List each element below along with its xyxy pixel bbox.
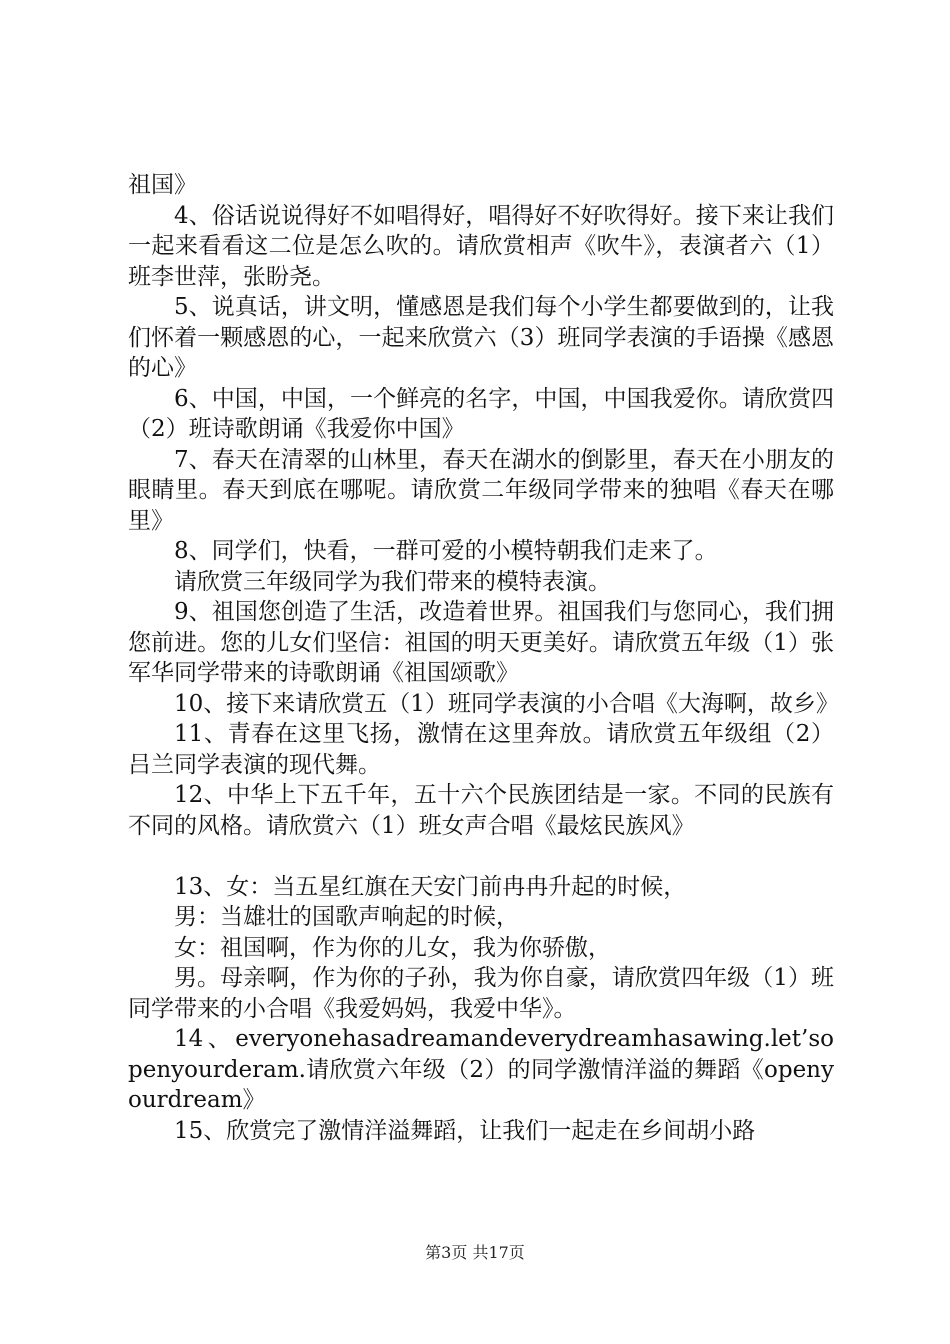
document-body	[128, 170, 839, 1146]
paragraph: 8、同学们，快看，一群可爱的小模特朝我们走来了。	[174, 538, 718, 564]
paragraph: 女：祖国啊，作为你的儿女，我为你骄傲，	[174, 934, 611, 961]
paragraph: 6、中国，中国，一个鲜亮的名字，中国，中国我爱你。请欣赏四（2）班诗歌朗诵《我爱你中国》	[128, 385, 834, 442]
paragraph: 14、everyonehasadreamandeverydreamhasawing.let’sopenyourderam.请欣赏六年级（2）的同学激情洋溢的舞蹈《openyourdream》	[128, 1026, 834, 1113]
paragraph: 10、接下来请欣赏五（1）班同学表演的小合唱《大海啊，故乡》	[174, 690, 839, 717]
paragraph: 男。母亲啊，作为你的子孙，我为你自豪，请欣赏四年级（1）班同学带来的小合唱《我爱妈妈，我爱中华》。	[128, 965, 834, 1022]
paragraph: 9、祖国您创造了生活，改造着世界。祖国我们与您同心，我们拥您前进。您的儿女们坚信：祖国的明天更美好。请欣赏五年级（1）张军华同学带来的诗歌朗诵《祖国颂歌》	[128, 599, 834, 686]
page-number-footer: 第3页 共17页	[425, 1243, 525, 1262]
paragraph: 15、欣赏完了激情洋溢舞蹈，让我们一起走在乡间胡小路	[174, 1117, 756, 1144]
paragraph: 请欣赏三年级同学为我们带来的模特表演。	[174, 568, 611, 595]
paragraph: 12、中华上下五千年，五十六个民族团结是一家。不同的民族有不同的风格。请欣赏六（1）班女声合唱《最炫民族风》	[128, 782, 834, 839]
paragraph: 4、俗话说说得好不如唱得好，唱得好不好吹得好。接下来让我们一起来看看这二位是怎么吹的。请欣赏相声《吹牛》，表演者六（1）班李世萍，张盼尧。	[128, 202, 834, 290]
paragraph: 祖国》	[128, 172, 197, 198]
paragraph: 5、说真话，讲文明，懂感恩是我们每个小学生都要做到的，让我们怀着一颗感恩的心，一起来欣赏六（3）班同学表演的手语操《感恩的心》	[128, 294, 834, 381]
paragraph: 7、春天在清翠的山林里，春天在湖水的倒影里，春天在小朋友的眼睛里。春天到底在哪呢。请欣赏二年级同学带来的独唱《春天在哪里》	[128, 446, 834, 534]
paragraph: 13、女：当五星红旗在天安门前冉冉升起的时候，	[174, 873, 687, 900]
paragraph: 11、青春在这里飞扬，激情在这里奔放。请欣赏五年级组（2）吕兰同学表演的现代舞。	[128, 721, 834, 778]
paragraph: 男：当雄壮的国歌声响起的时候，	[174, 904, 519, 930]
